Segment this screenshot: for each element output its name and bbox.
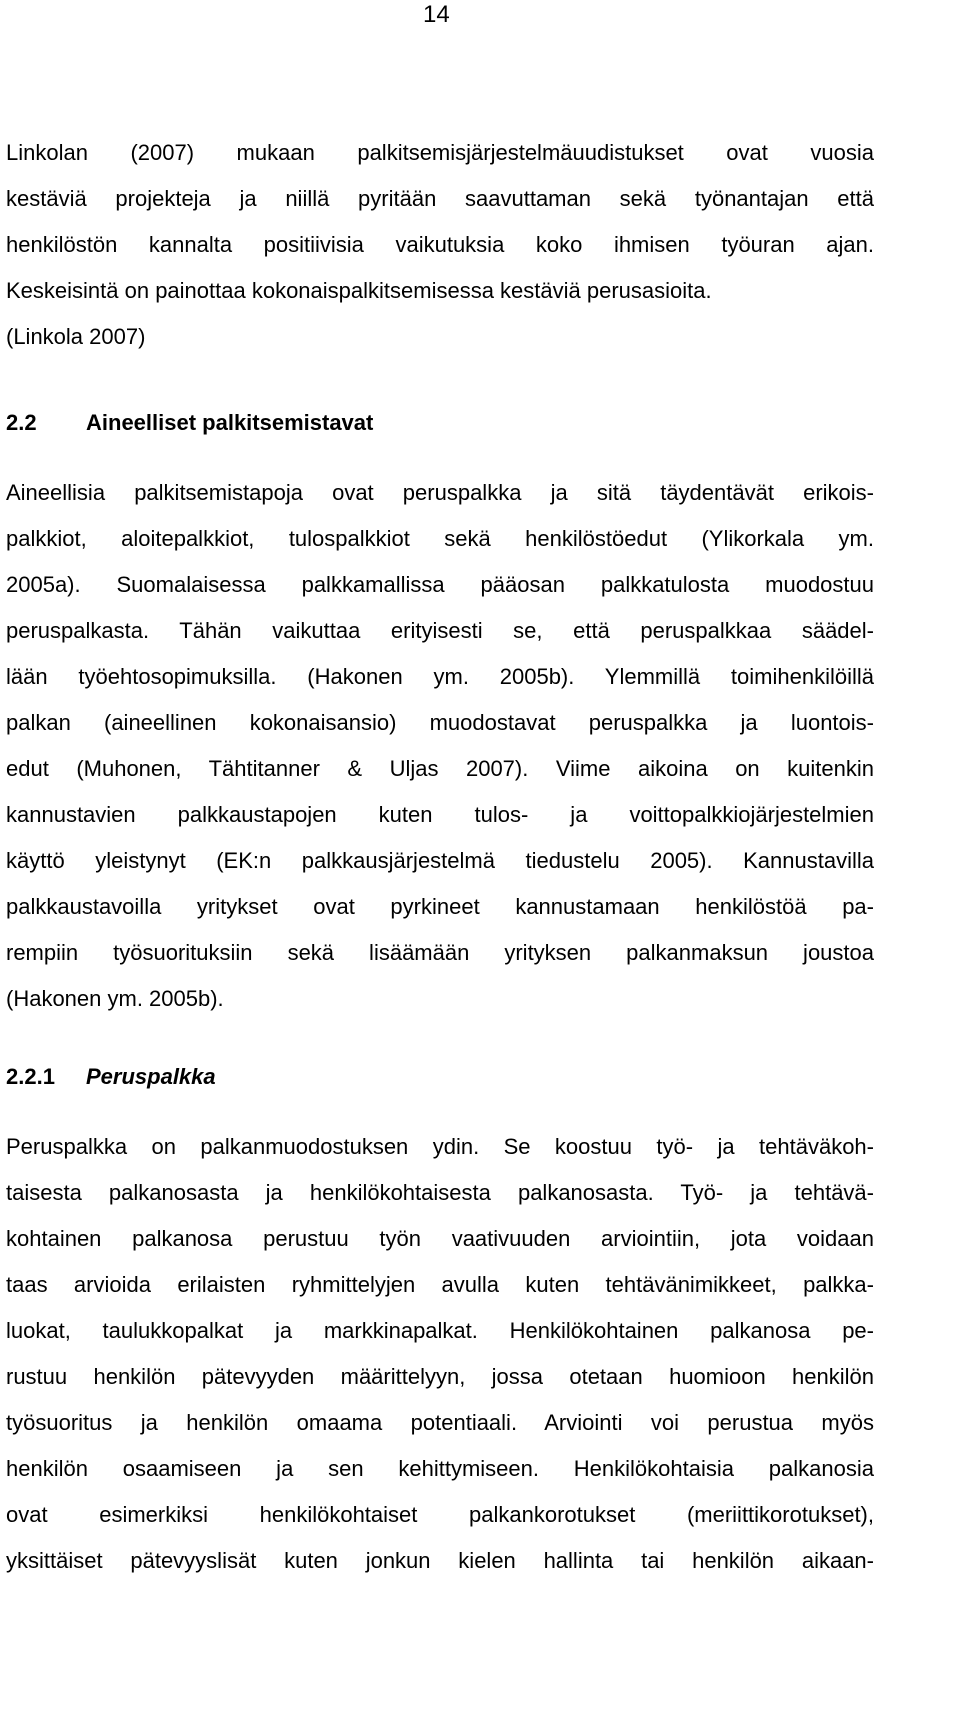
text-line: taisesta palkanosasta ja henkilökohtaisesta palkanosasta. Työ- ja tehtävä- <box>6 1180 874 1205</box>
text-line: käyttö yleistynyt (EK:n palkkausjärjestelmä tiedustelu 2005). Kannustavilla <box>6 848 874 873</box>
text-line: palkkaustavoilla yritykset ovat pyrkineet kannustamaan henkilöstöä pa- <box>6 894 874 919</box>
subsection-heading <box>6 1063 216 1091</box>
text-line: henkilön osaamiseen ja sen kehittymiseen. Henkilökohtaisia palkanosia <box>6 1456 874 1481</box>
text-line: (Linkola 2007) <box>6 324 146 349</box>
section-title: Aineelliset palkitsemistavat <box>86 410 374 435</box>
subsection-number: 2.2.1 <box>6 1064 55 1089</box>
section-number: 2.2 <box>6 410 37 435</box>
text-line: 2005a). Suomalaisessa palkkamallissa pääosan palkkatulosta muodostuu <box>6 572 874 597</box>
text-line: rempiin työsuorituksiin sekä lisäämään yrityksen palkanmaksun joustoa <box>6 940 874 965</box>
text-line: ovat esimerkiksi henkilökohtaiset palkankorotukset (meriittikorotukset), <box>6 1502 874 1527</box>
text-line: lään työehtosopimuksilla. (Hakonen ym. 2005b). Ylemmillä toimihenkilöillä <box>6 664 874 689</box>
text-line: peruspalkasta. Tähän vaikuttaa erityisesti se, että peruspalkkaa säädel- <box>6 618 874 643</box>
text-line: kohtainen palkanosa perustuu työn vaativuuden arviointiin, jota voidaan <box>6 1226 874 1251</box>
text-line: yksittäiset pätevyyslisät kuten jonkun kielen hallinta tai henkilön aikaan- <box>6 1548 874 1573</box>
text-line: Aineellisia palkitsemistapoja ovat peruspalkka ja sitä täydentävät erikois- <box>6 480 874 505</box>
text-line: rustuu henkilön pätevyyden määrittelyyn, jossa otetaan huomioon henkilön <box>6 1364 874 1389</box>
text-line: palkan (aineellinen kokonaisansio) muodostavat peruspalkka ja luontois- <box>6 710 874 735</box>
text-line: (Hakonen ym. 2005b). <box>6 986 224 1011</box>
text-line: henkilöstön kannalta positiivisia vaikutuksia koko ihmisen työuran ajan. <box>6 232 874 257</box>
text-line: työsuoritus ja henkilön omaama potentiaali. Arviointi voi perustua myös <box>6 1410 874 1435</box>
text-line: luokat, taulukkopalkat ja markkinapalkat. Henkilökohtainen palkanosa pe- <box>6 1318 874 1343</box>
text-line: kestäviä projekteja ja niillä pyritään saavuttaman sekä työnantajan että <box>6 186 874 211</box>
subsection-title: Peruspalkka <box>86 1064 216 1089</box>
text-line: edut (Muhonen, Tähtitanner & Uljas 2007). Viime aikoina on kuitenkin <box>6 756 874 781</box>
page-number: 14 <box>423 1 450 28</box>
text-line: Peruspalkka on palkanmuodostuksen ydin. Se koostuu työ- ja tehtäväkoh- <box>6 1134 874 1159</box>
text-line: taas arvioida erilaisten ryhmittelyjen avulla kuten tehtävänimikkeet, palkka- <box>6 1272 874 1297</box>
section-heading <box>6 409 373 437</box>
text-line: kannustavien palkkaustapojen kuten tulos- ja voittopalkkiojärjestelmien <box>6 802 874 827</box>
text-line: palkkiot, aloitepalkkiot, tulospalkkiot sekä henkilöstöedut (Ylikorkala ym. <box>6 526 874 551</box>
text-line: Linkolan (2007) mukaan palkitsemisjärjestelmäuudistukset ovat vuosia <box>6 140 874 165</box>
text-line: Keskeisintä on painottaa kokonaispalkitsemisessa kestäviä perusasioita. <box>6 278 712 303</box>
